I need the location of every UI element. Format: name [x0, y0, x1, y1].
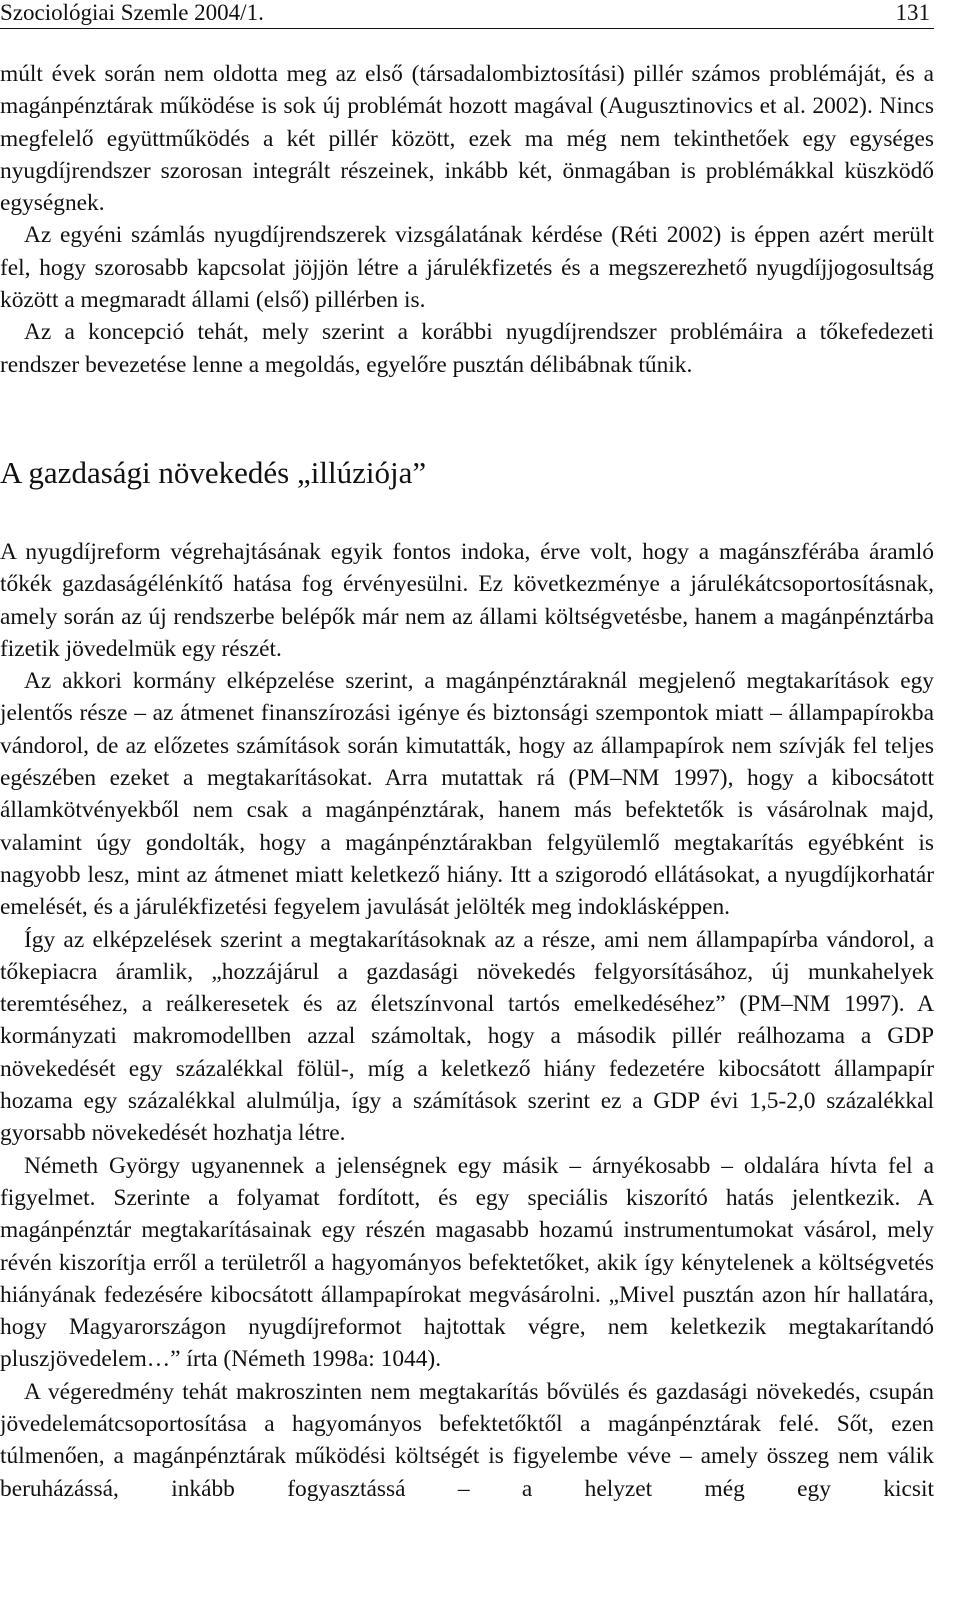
paragraph: Az egyéni számlás nyugdíjrendszerek vizsgálatának kérdése (Réti 2002) is éppen azért merült fel, hogy szorosabb kapcsolat jöjjön létre a járulékfizetés és a megszerezhető nyugdíjjogosultság között a megmaradt állami (első) pillérben is. — [0, 222, 934, 314]
body-text — [0, 58, 934, 1505]
paragraph: Az a koncepció tehát, mely szerint a korábbi nyugdíjrendszer problémáira a tőkefedezeti rendszer bevezetése lenne a megoldás, egyelőre pusztán délibábnak tűnik. — [0, 319, 934, 378]
section-heading: A gazdasági növekedés „illúziója” — [0, 454, 427, 490]
journal-title: Szociológiai Szemle 2004/1. — [0, 0, 264, 25]
running-header — [0, 0, 934, 29]
paragraph: Németh György ugyanennek a jelenségnek egy másik – árnyékosabb – oldalára hívta fel a figyelmet. Szerinte a folyamat fordított, és egy speciális kiszorító hatás jelentkezik. A magánpénztár megtakarításainak egy részén magasabb hozamú instrumentumokat vásárol, mely révén kiszorítja erről a területről a hagyományos befektetőket, akik így kénytelenek a költségvetés hiányának fedezésére kibocsátott állampapírokat megvásárolni. „Mivel pusztán azon hír hallatára, hogy Magyarországon nyugdíjreformot hajtottak végre, nem keletkezik megtakarítandó pluszjövedelem…” írta (Németh 1998a: 1044). — [0, 1152, 934, 1373]
paragraph: A nyugdíjreform végrehajtásának egyik fontos indoka, érve volt, hogy a magánszférába áramló tőkék gazdaságélénkítő hatása fog érvényesülni. Ez következménye a járulékátcsoportosításnak, amely során az új rendszerbe belépők már nem az állami költségvetésbe, hanem a magánpénztárba fizetik jövedelmük egy részét. — [0, 538, 934, 662]
page-number: 131 — [895, 0, 930, 25]
paragraph: Így az elképzelések szerint a megtakarításoknak az a része, ami nem állampapírba vándorol, a tőkepiacra áramlik, „hozzájárul a gazdasági növekedés felgyorsításához, új munkahelyek teremtéséhez, a reálkeresetek és az életszínvonal tartós emelkedéséhez” (PM–NM 1997). A kormányzati makromodellben azzal számoltak, hogy a második pillér reálhozama a GDP növekedését egy százalékkal fölül-, míg a keletkező hiány fedezetére kibocsátott állampapír hozama egy százalékkal alulmúlja, így a számítások szerint ez a GDP évi 1,5-2,0 százalékkal gyorsabb növekedését hozhatja létre. — [0, 926, 934, 1147]
paragraph: Az akkori kormány elképzelése szerint, a magánpénztáraknál megjelenő megtakarítások egy jelentős része – az átmenet finanszírozási igénye és biztonsági szempontok miatt – állampapírokba vándorol, de az előzetes számítások során kimutatták, hogy az állampapírok nem szívják fel teljes egészében ezeket a megtakarításokat. Arra mutattak rá (PM–NM 1997), hogy a kibocsátott államkötvényekből nem csak a magánpénztárak, hanem más befektetők is vásárolnak majd, valamint úgy gondolták, hogy a magánpénztárakban felgyülemlő megtakarítás egyébként is nagyobb lesz, mint az átmenet miatt keletkező hiány. Itt a szigorodó ellátásokat, a nyugdíjkorhatár emelését, és a járulékfizetési fegyelem javulását jelölték meg indoklásképpen. — [0, 668, 934, 921]
paragraph: múlt évek során nem oldotta meg az első (társadalombiztosítási) pillér számos problémáját, és a magánpénztárak működése is sok új problémát hozott magával (Augusztinovics et al. 2002). Nincs megfelelő együttműködés a két pillér között, ezek ma még nem tekinthetőek egy egységes nyugdíjrendszer szorosan integrált részeinek, inkább két, önmagában is problémákkal küszködő egységnek. — [0, 61, 934, 217]
paragraph: A végeredmény tehát makroszinten nem megtakarítás bővülés és gazdasági növekedés, csupán jövedelemátcsoportosítása a hagyományos befektetőktől a magánpénztárak felé. Sőt, ezen túlmenően, a magánpénztárak működési költségét is figyelembe véve – amely összeg nem válik beruházássá, inkább fogyasztássá – a helyzet még egy kicsit — [0, 1378, 934, 1502]
